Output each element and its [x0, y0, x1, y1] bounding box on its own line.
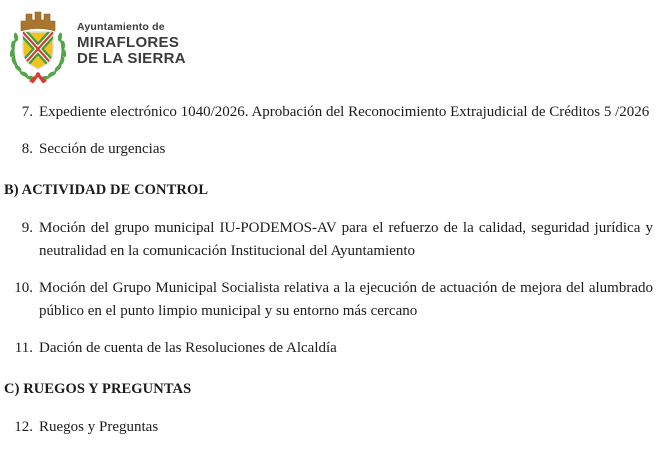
agenda-item-text: Moción del Grupo Municipal Socialista relativa a la ejecución de actuación de mejora del alumbrado público en el punto limpio municipal y su entorno más cercano [39, 280, 653, 319]
agenda-item-number: 10. [14, 280, 33, 296]
coat-of-arms-icon [8, 5, 68, 85]
agenda-item-text: Expediente electrónico 1040/2026. Aprobación del Reconocimiento Extrajudicial de Créditos 5 /2026 [39, 104, 650, 120]
agenda-item-number: 8. [21, 141, 33, 157]
agenda-item-text: Moción del grupo municipal IU-PODEMOS-AV para el refuerzo de la calidad, seguridad jurídica y neutralidad en la comunicación Institucional del Ayuntamiento [39, 220, 653, 259]
org-name-line1: MIRAFLORES [77, 34, 180, 51]
agenda-item [4, 337, 653, 360]
agenda-item-number: 11. [14, 340, 33, 356]
agenda-section-header: C) RUEGOS Y PREGUNTAS [4, 381, 192, 397]
org-prefix: Ayuntamiento de [77, 21, 165, 33]
municipality-logo [0, 0, 670, 88]
org-name-line2: DE LA SIERRA [77, 50, 186, 67]
agenda-list [0, 88, 670, 439]
agenda-item-text: Dación de cuenta de las Resoluciones de Alcaldía [39, 340, 337, 356]
agenda-item-number: 9. [21, 220, 33, 236]
municipality-name [77, 21, 186, 67]
agenda-item-number: 7. [21, 104, 33, 120]
agenda-section-header: B) ACTIVIDAD DE CONTROL [4, 182, 209, 198]
agenda-item [4, 217, 653, 263]
agenda-item-text: Sección de urgencias [39, 141, 166, 157]
agenda-item-text: Ruegos y Preguntas [39, 419, 159, 435]
agenda-item [4, 277, 653, 323]
agenda-item [4, 416, 653, 439]
agenda-item [4, 138, 653, 161]
agenda-item-number: 12. [14, 419, 33, 435]
agenda-item [4, 101, 653, 124]
